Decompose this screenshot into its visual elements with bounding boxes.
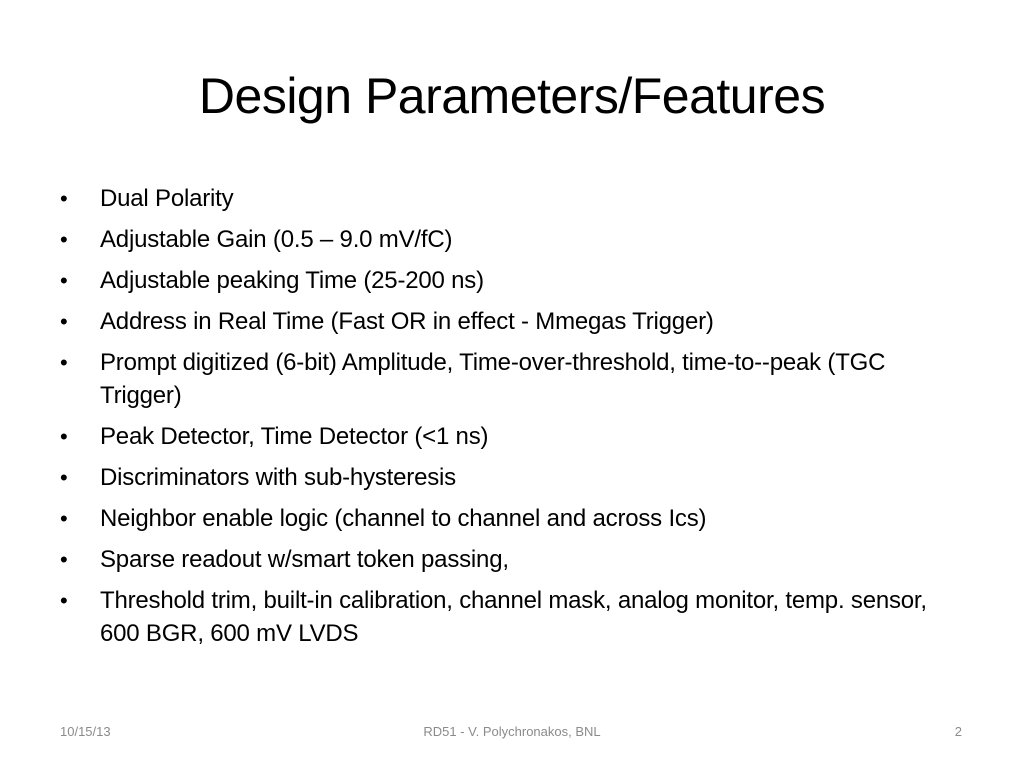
bullet-dot-icon: • [60, 227, 68, 252]
bullet-dot-icon: • [60, 588, 68, 613]
bullet-dot-icon: • [60, 309, 68, 334]
bullet-text: Address in Real Time (Fast OR in effect - Mmegas Trigger) [100, 308, 714, 335]
footer-date: 10/15/13 [60, 724, 111, 739]
footer-author: RD51 - V. Polychronakos, BNL [423, 724, 601, 739]
bullet-text: Adjustable peaking Time (25-200 ns) [100, 267, 484, 294]
bullet-text: Prompt digitized (6-bit) Amplitude, Time-over-threshold, time-to--peak (TGC Trigger) [100, 349, 886, 409]
bullet-item [58, 461, 958, 494]
bullet-text: Adjustable Gain (0.5 – 9.0 mV/fC) [100, 226, 453, 253]
bullet-item [58, 264, 958, 297]
bullet-item [58, 543, 958, 576]
bullet-dot-icon: • [60, 186, 68, 211]
bullet-item [58, 420, 958, 453]
bullet-item [58, 182, 958, 215]
bullet-dot-icon: • [60, 350, 68, 375]
bullet-item [58, 305, 958, 338]
bullet-dot-icon: • [60, 424, 68, 449]
bullet-text: Threshold trim, built-in calibration, channel mask, analog monitor, temp. sensor, 600 BGR, 600 mV LVDS [100, 587, 927, 647]
bullet-item [58, 346, 958, 412]
bullet-dot-icon: • [60, 268, 68, 293]
bullet-text: Dual Polarity [100, 185, 234, 212]
bullet-text: Discriminators with sub-hysteresis [100, 464, 456, 491]
bullet-dot-icon: • [60, 547, 68, 572]
bullet-text: Peak Detector, Time Detector (<1 ns) [100, 423, 489, 450]
bullet-item [58, 584, 958, 650]
bullet-dot-icon: • [60, 506, 68, 531]
bullet-text: Neighbor enable logic (channel to channel and across Ics) [100, 505, 707, 532]
bullet-text: Sparse readout w/smart token passing, [100, 546, 509, 573]
slide-title: Design Parameters/Features [198, 68, 826, 124]
page-number: 2 [954, 724, 962, 739]
bullet-item [58, 502, 958, 535]
bullet-list [58, 182, 958, 658]
bullet-item [58, 223, 958, 256]
bullet-dot-icon: • [60, 465, 68, 490]
